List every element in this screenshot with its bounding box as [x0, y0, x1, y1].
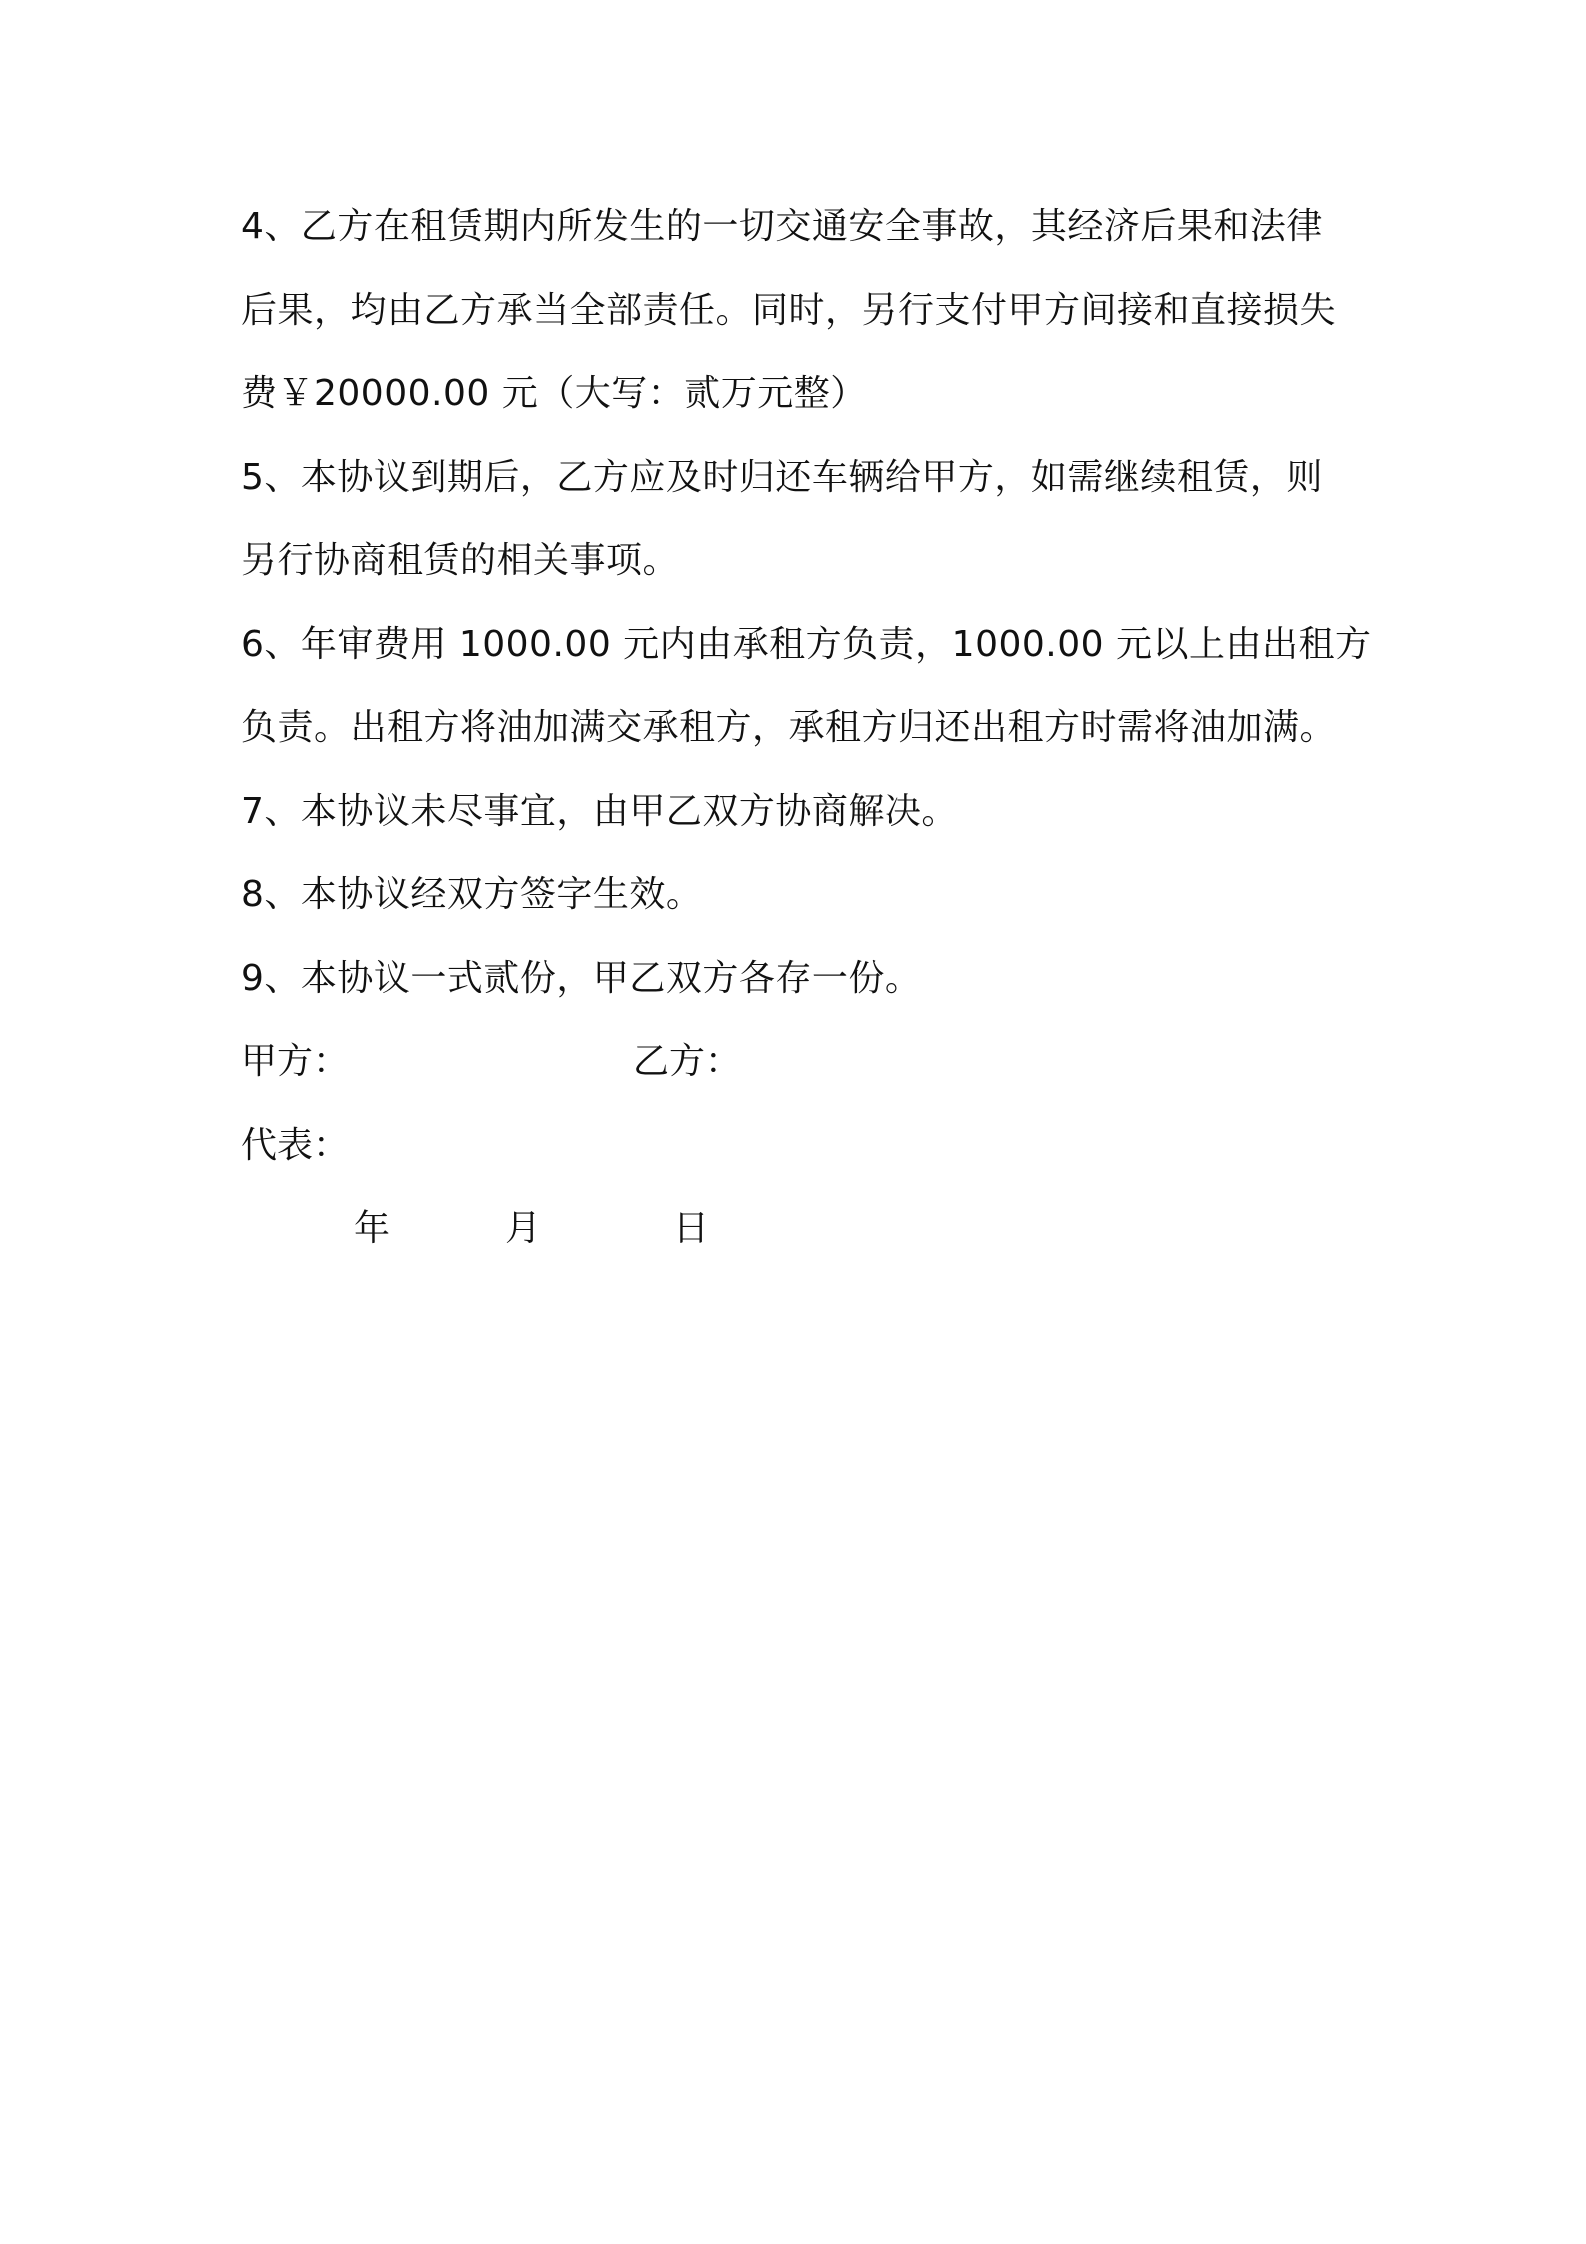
clause-7: 7、本协议未尽事宜，由甲乙双方协商解决。	[241, 790, 958, 832]
date-day-label: 日	[673, 1208, 710, 1249]
clause-8: 8、本协议经双方签字生效。	[241, 874, 703, 915]
representative-label: 代表：	[241, 1124, 350, 1166]
clause-4-line-1: 4、乙方在租赁期内所发生的一切交通安全事故，其经济后果和法律	[241, 206, 1323, 247]
representative-row	[241, 1117, 1371, 1201]
clause-5-line-1: 5、本协议到期后，乙方应及时归还车辆给甲方，如需继续租赁，则	[241, 456, 1323, 498]
party-b-label: 乙方：	[633, 1041, 742, 1082]
document-body	[241, 198, 1371, 1284]
date-month-label: 月	[505, 1208, 542, 1249]
party-a-label: 甲方：	[241, 1041, 350, 1082]
clause-6-line-2: 负责。出租方将油加满交承租方，承租方归还出租方时需将油加满。	[241, 707, 1337, 748]
clause-4-line-2: 后果，均由乙方承当全部责任。同时，另行支付甲方间接和直接损失	[241, 289, 1337, 331]
clause-9: 9、本协议一式贰份，甲乙双方各存一份。	[241, 957, 922, 999]
clause-5-line-2: 另行协商租赁的相关事项。	[241, 540, 680, 581]
date-year-label: 年	[354, 1208, 391, 1249]
clause-4-line-3: 费￥20000.00 元（大写：贰万元整）	[241, 373, 867, 414]
date-row	[241, 1200, 1371, 1284]
clause-6-line-1: 6、年审费用 1000.00 元内由承租方负责，1000.00 元以上由出租方	[241, 623, 1372, 665]
signature-parties-row	[241, 1033, 1371, 1117]
